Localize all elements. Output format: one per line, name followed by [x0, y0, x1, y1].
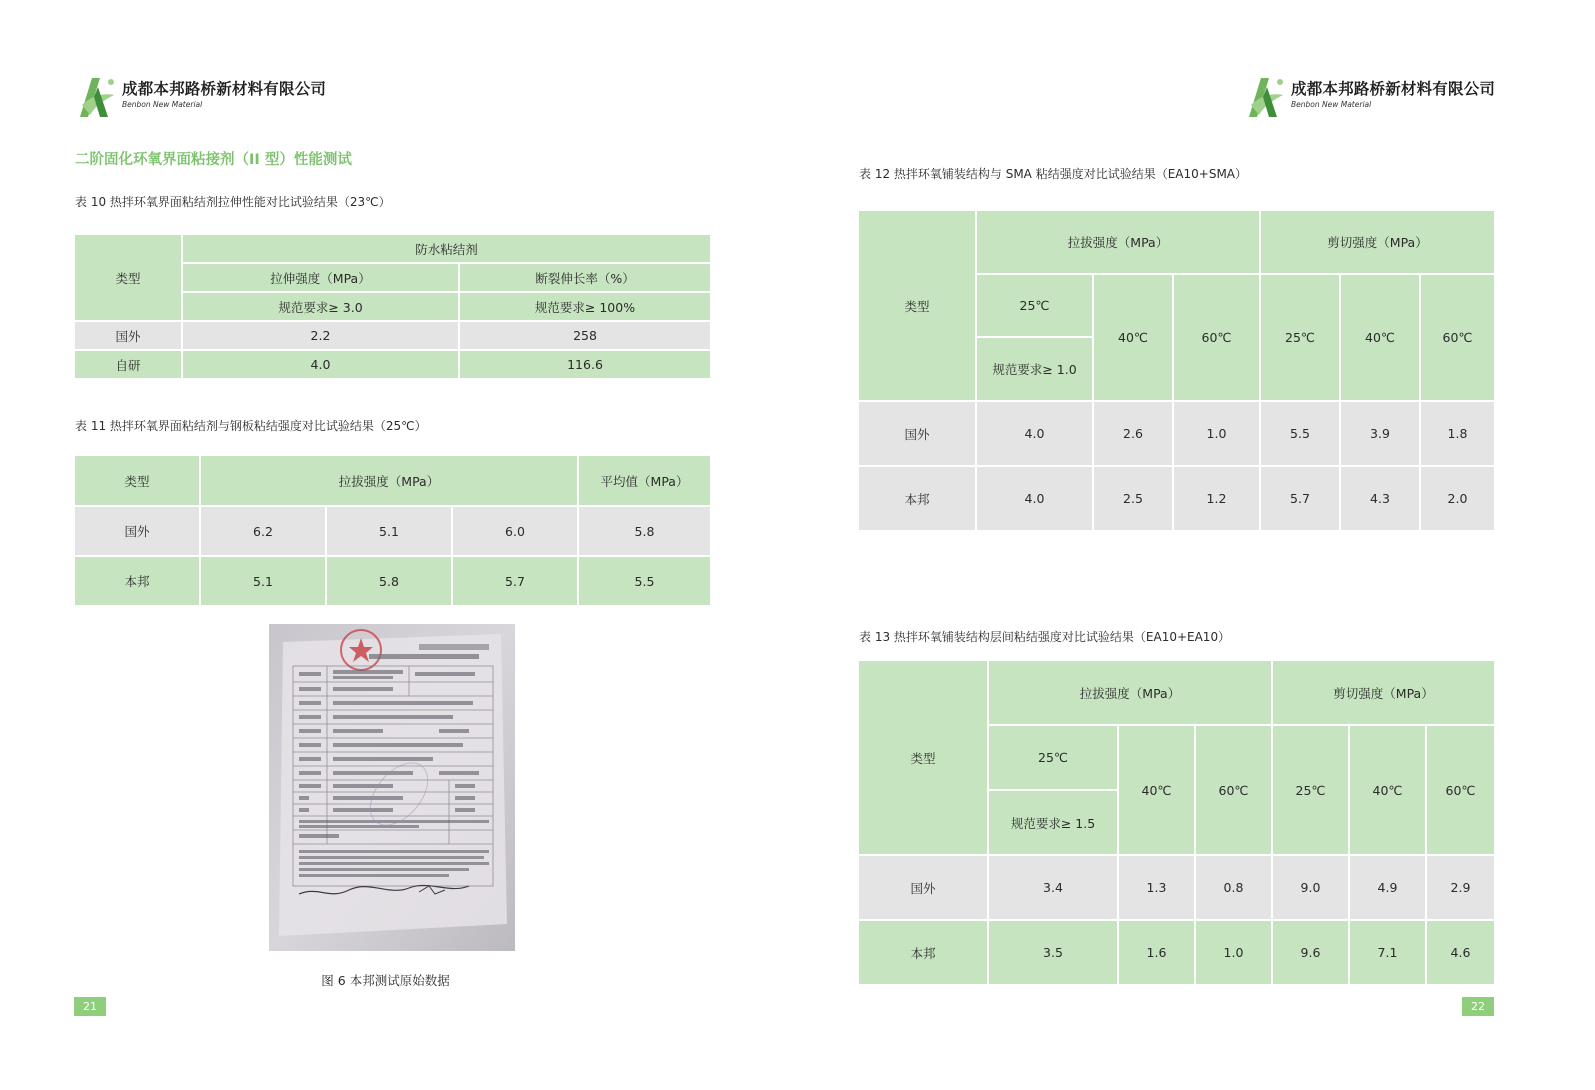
- page-number-right: 22: [1462, 997, 1494, 1016]
- table13-pull-25: 25℃: [988, 725, 1118, 790]
- table11-row2-avg: 5.5: [578, 556, 711, 606]
- table11-row2-v2: 5.8: [326, 556, 452, 606]
- table-row: [858, 466, 1495, 531]
- table10-caption: 表 10 热拌环氧界面粘结剂拉伸性能对比试验结果（23℃）: [75, 195, 391, 209]
- table12-row2-s40: 4.3: [1340, 466, 1420, 531]
- table11-row1-avg: 5.8: [578, 506, 711, 556]
- table13-row2-p40: 1.6: [1118, 920, 1195, 985]
- figure-caption-text: 图 6 本邦测试原始数据: [321, 973, 450, 988]
- table13-row2-s25: 9.6: [1272, 920, 1349, 985]
- table13-row1-p60: 0.8: [1195, 855, 1272, 920]
- table11-row1-type: 国外: [74, 506, 200, 556]
- table-row: [858, 855, 1495, 920]
- table11-row2-v1: 5.1: [200, 556, 326, 606]
- table12-row2-s25: 5.7: [1260, 466, 1340, 531]
- table12-row1-p25: 4.0: [976, 401, 1093, 466]
- table10-row1-type: 国外: [74, 321, 182, 350]
- table12-type-header: 类型: [858, 210, 976, 401]
- table-row: [858, 920, 1495, 985]
- table12-shear-header: 剪切强度（MPa）: [1260, 210, 1495, 274]
- table12-row2-p40: 2.5: [1093, 466, 1173, 531]
- table13-row1-s40: 4.9: [1349, 855, 1426, 920]
- table12-row2-type: 本邦: [858, 466, 976, 531]
- table12-row2-p60: 1.2: [1173, 466, 1260, 531]
- table13-row2-p25: 3.5: [988, 920, 1118, 985]
- section-title: 二阶固化环氧界面粘接剂（II 型）性能测试: [75, 152, 352, 168]
- table12-shear-60: 60℃: [1420, 274, 1495, 401]
- company-logo: [78, 75, 326, 119]
- benbon-logo-icon: [1247, 75, 1285, 119]
- table13-row2-s60: 4.6: [1426, 920, 1495, 985]
- table13-row1-s60: 2.9: [1426, 855, 1495, 920]
- table12-row2-p25: 4.0: [976, 466, 1093, 531]
- table11-type-header: 类型: [74, 455, 200, 506]
- table11-row1-v1: 6.2: [200, 506, 326, 556]
- benbon-logo-icon: [78, 75, 116, 119]
- table12-row1-p40: 2.6: [1093, 401, 1173, 466]
- table10-row1-v1: 2.2: [182, 321, 459, 350]
- table12: [857, 209, 1496, 532]
- table13-shear-header: 剪切强度（MPa）: [1272, 660, 1495, 725]
- left-page: [0, 0, 797, 1090]
- table10-col1-req: 规范要求≥ 3.0: [182, 292, 459, 321]
- company-logo-right: [1247, 75, 1495, 119]
- table-row: [74, 350, 711, 379]
- table11-pull-header: 拉拔强度（MPa）: [200, 455, 578, 506]
- table13-row2-type: 本邦: [858, 920, 988, 985]
- table13-shear-40: 40℃: [1349, 725, 1426, 855]
- table12-req: 规范要求≥ 1.0: [976, 337, 1093, 401]
- table12-row2-s60: 2.0: [1420, 466, 1495, 531]
- table10-type-header: 类型: [74, 234, 182, 321]
- table12-pull-header: 拉拔强度（MPa）: [976, 210, 1260, 274]
- table10-col2-req: 规范要求≥ 100%: [459, 292, 711, 321]
- table13-row2-p60: 1.0: [1195, 920, 1272, 985]
- table12-row1-type: 国外: [858, 401, 976, 466]
- table10-col1-header: 拉伸强度（MPa）: [182, 263, 459, 292]
- table11-caption: 表 11 热拌环氧界面粘结剂与钢板粘结强度对比试验结果（25℃）: [75, 419, 427, 433]
- table12-pull-25: 25℃: [976, 274, 1093, 337]
- table-row: [858, 401, 1495, 466]
- table-row: [74, 321, 711, 350]
- table12-caption: 表 12 热拌环氧铺装结构与 SMA 粘结强度对比试验结果（EA10+SMA）: [859, 167, 1248, 181]
- table-row: [74, 556, 711, 606]
- table10-row1-v2: 258: [459, 321, 711, 350]
- table13-shear-25: 25℃: [1272, 725, 1349, 855]
- company-name-cn: 成都本邦路桥新材料有限公司: [1291, 80, 1496, 98]
- table12-row1-p60: 1.0: [1173, 401, 1260, 466]
- table13-row1-s25: 9.0: [1272, 855, 1349, 920]
- company-name-en: Benbon New Material: [1291, 100, 1372, 109]
- table13-caption: 表 13 热拌环氧铺装结构层间粘结强度对比试验结果（EA10+EA10）: [859, 630, 1231, 644]
- table13-type-header: 类型: [858, 660, 988, 855]
- table13-req: 规范要求≥ 1.5: [988, 790, 1118, 855]
- table13-row1-type: 国外: [858, 855, 988, 920]
- table11-row1-v3: 6.0: [452, 506, 578, 556]
- table12-shear-40: 40℃: [1340, 274, 1420, 401]
- table10-row2-v2: 116.6: [459, 350, 711, 379]
- company-name-cn: 成都本邦路桥新材料有限公司: [122, 80, 327, 98]
- table11-row2-type: 本邦: [74, 556, 200, 606]
- table12-row1-s60: 1.8: [1420, 401, 1495, 466]
- table13-row2-s40: 7.1: [1349, 920, 1426, 985]
- test-report-photo: [269, 624, 515, 951]
- table11-row1-v2: 5.1: [326, 506, 452, 556]
- table13-pull-60: 60℃: [1195, 725, 1272, 855]
- table11-avg-header: 平均值（MPa）: [578, 455, 711, 506]
- table12-pull-40: 40℃: [1093, 274, 1173, 401]
- table13-pull-header: 拉拔强度（MPa）: [988, 660, 1272, 725]
- table13-row1-p40: 1.3: [1118, 855, 1195, 920]
- table12-row1-s25: 5.5: [1260, 401, 1340, 466]
- company-name-en: Benbon New Material: [122, 100, 203, 109]
- figure-caption: [0, 971, 797, 989]
- table10: [73, 233, 712, 380]
- table10-row2-type: 自研: [74, 350, 182, 379]
- table12-row1-s40: 3.9: [1340, 401, 1420, 466]
- table11: [73, 454, 712, 607]
- right-page: [798, 0, 1595, 1090]
- table11-row2-v3: 5.7: [452, 556, 578, 606]
- table10-group-header: 防水粘结剂: [182, 234, 711, 263]
- table10-row2-v1: 4.0: [182, 350, 459, 379]
- page-number-left: 21: [74, 997, 106, 1016]
- table-row: [74, 506, 711, 556]
- table13-pull-40: 40℃: [1118, 725, 1195, 855]
- table10-col2-header: 断裂伸长率（%）: [459, 263, 711, 292]
- table12-shear-25: 25℃: [1260, 274, 1340, 401]
- table13-shear-60: 60℃: [1426, 725, 1495, 855]
- table13: [857, 659, 1496, 986]
- table12-pull-60: 60℃: [1173, 274, 1260, 401]
- table13-row1-p25: 3.4: [988, 855, 1118, 920]
